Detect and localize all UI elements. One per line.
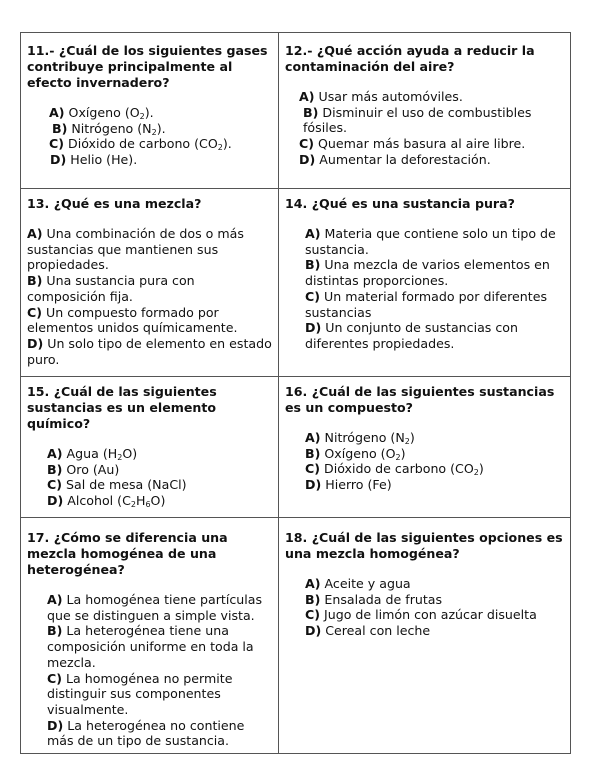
option-c: C) Dióxido de carbono $(CO_2)$ — [305, 461, 484, 478]
question-17-options — [27, 592, 272, 749]
option-d: D) Hierro (Fe) — [305, 477, 392, 493]
option-a: A) Materia que contiene solo un tipo de sustancia. — [305, 226, 556, 257]
question-cell-14 — [279, 189, 572, 376]
question-cell-16 — [279, 377, 572, 517]
question-cell-18 — [279, 518, 572, 754]
option-a: A) Oxígeno $(O_2)$. — [49, 105, 154, 121]
option-c: C) Un compuesto formado por elementos unidos químicamente. — [27, 304, 238, 336]
question-13-title: 13. ¿Qué es una mezcla? — [27, 196, 202, 211]
option-a: A) La homogénea tiene partículas que se distinguen a simple vista. — [47, 592, 263, 623]
question-table — [20, 32, 571, 754]
question-16-title: 16. ¿Cuál de las siguientes sustancias es un compuesto? — [285, 384, 555, 415]
option-a: A) Aceite y agua — [305, 576, 411, 591]
question-cell-11 — [21, 33, 278, 188]
option-b: B) Oro (Au) — [47, 461, 120, 477]
question-12-title: 12.- ¿Qué acción ayuda a reducir la contaminación del aire? — [285, 43, 535, 74]
question-11-options — [27, 105, 272, 168]
question-14-options — [285, 226, 566, 352]
option-a: A) Una combinación de dos o más sustancias que mantienen sus propiedades. — [27, 226, 244, 273]
question-18-options — [285, 576, 566, 639]
option-a: A) Agua $(H_2O)$ — [47, 446, 138, 462]
option-a: A) Nitrógeno $(N_2)$ — [305, 430, 415, 446]
option-d: D) La heterogénea no contiene más de un tipo de sustancia. — [47, 717, 245, 749]
option-c: C) La homogénea no permite distinguir sus componentes visualmente. — [47, 670, 233, 717]
option-d: D) Aumentar la deforestación. — [299, 151, 491, 167]
option-d: D) Alcohol $(C_2H_6O)$ — [47, 493, 166, 510]
question-cell-13 — [21, 189, 278, 376]
option-d: D) Helio (He). — [50, 152, 138, 168]
option-d: D) Un solo tipo de elemento en estado puro. — [27, 335, 272, 367]
option-d: D) Un conjunto de sustancias con diferentes propiedades. — [305, 320, 518, 351]
question-18-title: 18. ¿Cuál de las siguientes opciones es una mezcla homogénea? — [285, 530, 563, 561]
question-11-title: 11.- ¿Cuál de los siguientes gases contribuye principalmente al efecto invernadero? — [27, 43, 268, 90]
option-c: C) Dióxido de carbono $(CO_2)$. — [49, 136, 232, 153]
option-b: B) La heterogénea tiene una composición uniforme en toda la mezcla. — [47, 623, 254, 670]
option-b: B) Disminuir el uso de combustibles fósiles. — [303, 104, 532, 136]
question-cell-17 — [21, 518, 278, 754]
question-13-options — [27, 226, 272, 367]
question-cell-15 — [21, 377, 278, 517]
question-16-options — [285, 430, 566, 493]
option-b: B) Una sustancia pura con composición fija. — [27, 273, 195, 304]
option-a: A) Usar más automóviles. — [299, 89, 463, 104]
question-14-title: 14. ¿Qué es una sustancia pura? — [285, 196, 515, 211]
question-cell-12 — [279, 33, 572, 188]
option-b: B) Ensalada de frutas — [305, 591, 443, 607]
question-12-options — [285, 89, 566, 168]
option-c: C) Un material formado por diferentes sustancias — [305, 288, 548, 320]
option-c: C) Jugo de limón con azúcar disuelta — [305, 607, 537, 623]
question-15-options — [27, 446, 272, 509]
option-b: B) Oxígeno $(O_2)$ — [305, 445, 406, 462]
option-b: B) Una mezcla de varios elementos en distintas proporciones. — [305, 257, 550, 289]
question-15-title: 15. ¿Cuál de las siguientes sustancias es un elemento químico? — [27, 384, 217, 431]
option-b: B) Nitrógeno $(N_2)$. — [52, 120, 166, 137]
option-c: C) Quemar más basura al aire libre. — [299, 136, 526, 152]
option-d: D) Cereal con leche — [305, 623, 431, 639]
option-c: C) Sal de mesa (NaCl) — [47, 477, 187, 493]
question-17-title: 17. ¿Cómo se diferencia una mezcla homogénea de una heterogénea? — [27, 530, 228, 577]
